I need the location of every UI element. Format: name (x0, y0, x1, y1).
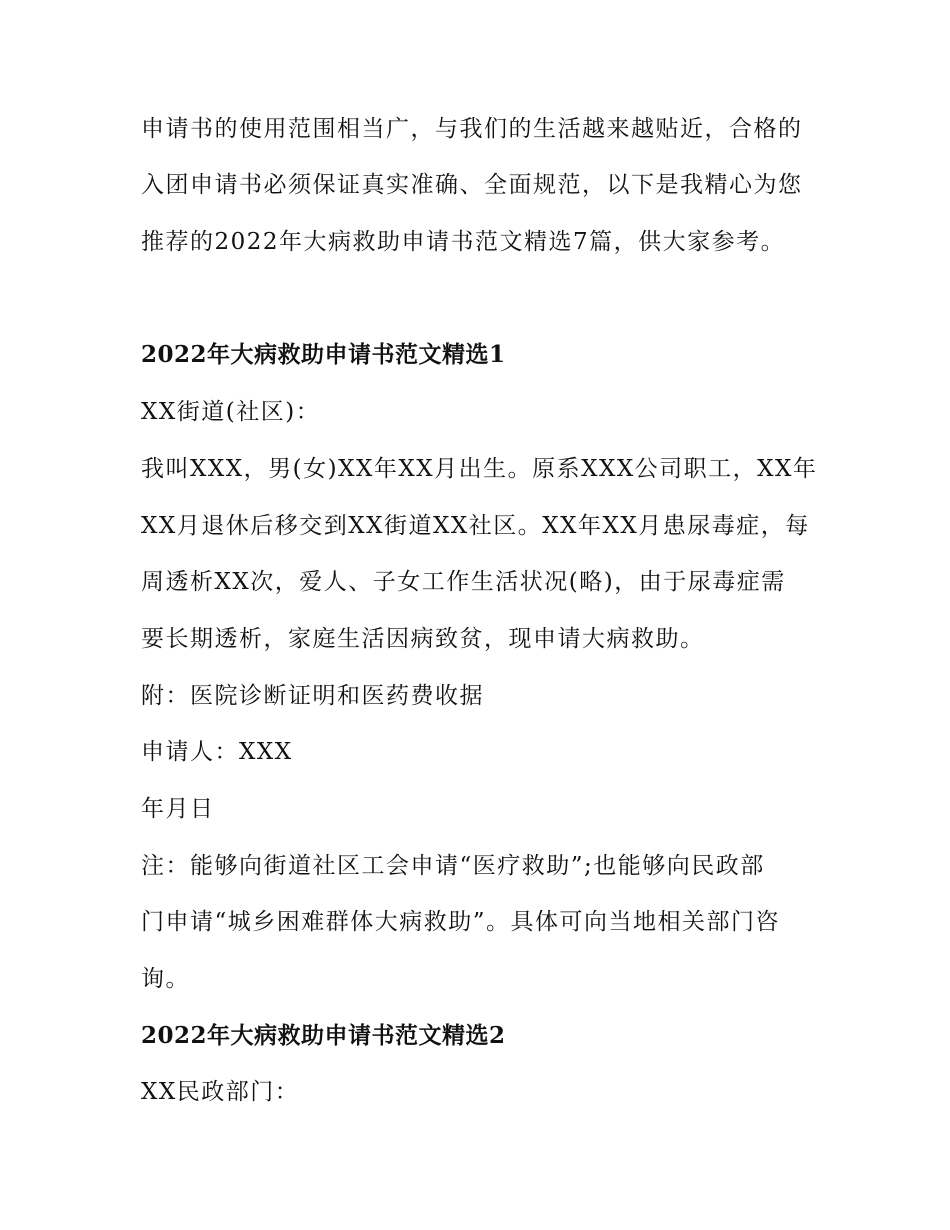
intro-line-1: 申请书的使用范围相当广，与我们的生活越来越贴近，合格的 (141, 116, 803, 142)
section-1-body-line-4: 要长期透析，家庭生活因病致贫，现申请大病救助。 (141, 626, 705, 652)
intro-line-3: 推荐的2022年大病救助申请书范文精选7篇，供大家参考。 (141, 229, 786, 255)
section-1-body-line-2: XX月退休后移交到XX街道XX社区。XX年XX月患尿毒症，每 (141, 513, 810, 539)
section-2-heading: 2022年大病救助申请书范文精选2 (141, 1022, 506, 1049)
section-1-attachment: 附：医院诊断证明和医药费收据 (141, 683, 484, 709)
section-1-note-line-1: 注：能够向街道社区工会申请“医疗救助”;也能够向民政部 (141, 853, 765, 879)
section-1-salutation: XX街道(社区)： (141, 399, 321, 425)
section-1-note-line-3: 询。 (141, 966, 190, 992)
section-1-heading: 2022年大病救助申请书范文精选1 (141, 341, 506, 368)
section-1-date: 年月日 (141, 796, 215, 822)
section-1-note-line-2: 门申请“城乡困难群体大病救助”。具体可向当地相关部门咨 (141, 909, 781, 935)
section-1-applicant: 申请人：XXX (141, 739, 293, 765)
section-2-salutation: XX民政部门： (141, 1079, 300, 1105)
section-1-body-line-3: 周透析XX次，爱人、子女工作生活状况(略)，由于尿毒症需 (141, 569, 786, 595)
intro-line-2: 入团申请书必须保证真实准确、全面规范，以下是我精心为您 (141, 172, 803, 198)
section-1-body-line-1: 我叫XXX，男(女)XX年XX月出生。原系XXX公司职工，XX年 (141, 456, 818, 482)
